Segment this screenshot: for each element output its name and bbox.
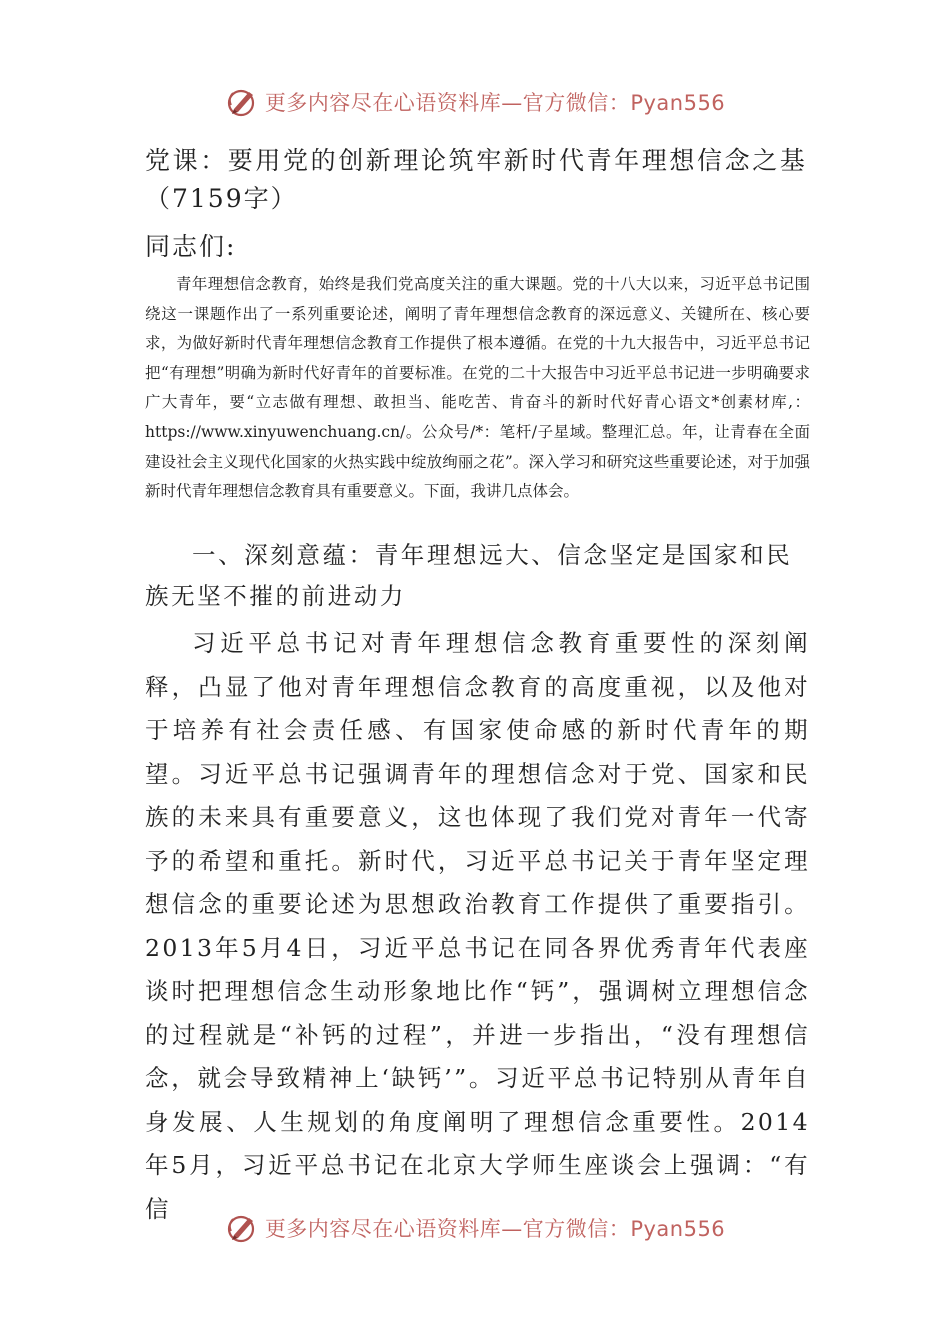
pen-nib-logo-icon — [225, 1211, 259, 1245]
header-banner-text — [265, 87, 725, 117]
title-text: 党课：要用党的创新理论筑牢新时代青年理想信念之基 — [145, 146, 808, 175]
header-banner-label: 更多内容尽在心语资料库—官方微信： — [264, 91, 631, 115]
greeting: 同志们: — [145, 232, 237, 261]
word-count: （7159字） — [145, 184, 298, 213]
footer-banner — [0, 1208, 950, 1248]
pen-nib-logo-icon — [225, 85, 259, 119]
footer-banner-label: 更多内容尽在心语资料库—官方微信： — [264, 1217, 631, 1241]
header-wechat-id: Pyan556 — [630, 91, 726, 115]
document-title — [145, 142, 825, 218]
intro-paragraph: 青年理想信念教育，始终是我们党高度关注的重大课题。党的十八大以来，习近平总书记围绕这一课题作出了一系列重要论述，阐明了青年理想信念教育的深远意义、关键所在、核心要求，为做好新时代青年理想信念教育工作提供了根本遵循。在党的十九大报告中，习近平总书记把“有理想”明确为新时代好青年的首要标准。在党的二十大报告中习近平总书记进一步明确要求广大青年，要“立志做有理想、敢担当、能吃苦、肯奋斗的新时代好青心语文*创素材库,：https://www.xinyuwenchuang.cn/。公众号/*：笔杆/子星域。整理汇总。年，让青春在全面建设社会主义现代化国家的火热实践中绽放绚丽之花”。深入学习和研究这些重要论述，对于加强新时代青年理想信念教育具有重要意义。下面，我讲几点体会。 — [145, 275, 810, 501]
footer-banner-text — [265, 1213, 725, 1243]
section1-paragraph: 习近平总书记对青年理想信念教育重要性的深刻阐释，凸显了他对青年理想信念教育的高度重视，以及他对于培养有社会责任感、有国家使命感的新时代青年的期望。习近平总书记强调青年的理想信念对于党、国家和民族的未来具有重要意义，这也体现了我们党对青年一代寄予的希望和重托。新时代，习近平总书记关于青年坚定理想信念的重要论述为思想政治教育工作提供了重要指引。2013年5月4日，习近平总书记在同各界优秀青年代表座谈时把理想信念生动形象地比作“钙”，强调树立理想信念的过程就是“补钙的过程”，并进一步指出，“没有理想信念，就会导致精神上‘缺钙’”。习近平总书记特别从青年自身发展、人生规划的角度阐明了理想信念重要性。2014年5月，习近平总书记在北京大学师生座谈会上强调：“有信 — [145, 629, 810, 1223]
footer-wechat-id: Pyan556 — [630, 1217, 726, 1241]
section1-heading: 一、深刻意蕴：青年理想远大、信念坚定是国家和民族无坚不摧的前进动力 — [145, 541, 793, 610]
header-banner — [0, 82, 950, 122]
